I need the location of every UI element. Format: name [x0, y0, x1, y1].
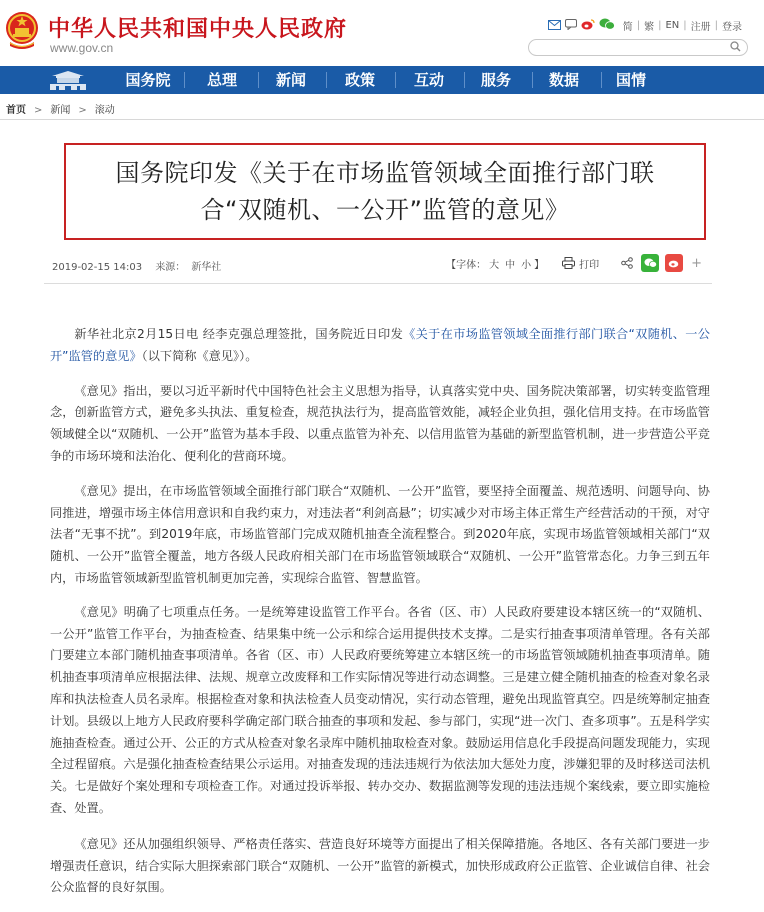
nav-item-policy[interactable]: 政策 [344, 71, 375, 89]
nav-divider [184, 72, 185, 88]
national-emblem-icon[interactable] [4, 10, 40, 52]
article-title [64, 143, 706, 240]
search-input[interactable] [537, 46, 727, 59]
header-tools [548, 18, 746, 33]
paragraph: 《意见》指出，要以习近平新时代中国特色社会主义思想为指导，认真落实党中央、国务院决策部署，切实转变监管理念，创新监管方式，避免多头执法、重复检查，规范执法行为，提高监管效能，减轻企业负担，强化信用支持。在市场监管领域健全以“双随机、一公开”监管为基本手段、以重点监管为补充、以信用监管为基础的新型监管机制，进一步营造公平竞争的市场环境和法治化、便利化的营商环境。 [50, 383, 710, 463]
lang-english-link[interactable]: EN [665, 20, 680, 31]
separator: | [683, 20, 687, 31]
breadcrumb-news[interactable]: 新闻 [50, 105, 71, 116]
divider [0, 119, 764, 120]
share-icon[interactable] [621, 257, 633, 269]
document-link[interactable]: 《关于在市场监管领域全面推行部门联合“双随机、一公开”监管的意见》 [50, 327, 710, 363]
paragraph: 《意见》提出，在市场监管领域全面推行部门联合“双随机、一公开”监管，要坚持全面覆盖、规范透明、问题导向、协同推进，增强市场主体信用意识和自我约束力，对违法者“利剑高悬”；切实减少对市场主体正常生产经营活动的干预，对守法者“无事不扰”。到2019年底，市场监管部门完成双随机抽查全流程整合。到2020年底，实现市场监管领域相关部门“双随机、一公开”监管全覆盖，地方各级人民政府相关部门在市场监管领域联合“双随机、一公开”监管常态化。力争三到五年内，市场监管领域新型监管机制更加完善，实现综合监管、智慧监管。 [50, 483, 710, 585]
print-button[interactable] [562, 256, 599, 271]
lang-simplified-link[interactable]: 简 [622, 22, 633, 33]
publish-date: 2019-02-15 14:03 [52, 262, 143, 273]
chevron-right-icon: > [34, 105, 43, 116]
paragraph: 《意见》明确了七项重点任务。一是统筹建设监管工作平台。各省（区、市）人民政府要建设本辖区统一的“双随机、一公开”监管工作平台，为抽查检查、结果集中统一公示和综合运用提供技术支撑。二是实行抽查事项清单管理。各有关部门要建立本部门随机抽查事项清单。各省（区、市）人民政府要统筹建立本辖区统一的市场监管领域随机抽查事项清单。随机抽查事项清单应根据法律、法规、规章立改废释和工作实际情况等进行动态调整。三是建立健全随机抽查的检查对象名录库和执法检查人员名录库。根据检查对象和执法检查人员变动情况，实行动态管理，避免出现监管真空。四是统筹制定抽查计划。县级以上地方人民政府要科学确定部门联合抽查的事项和发起、参与部门，实现“进一次门、查多项事”。五是科学实施抽查检查。通过公开、公正的方式从检查对象名录库中随机抽取检查对象。鼓励运用信息化手段提高问题发现能力，实现全过程留痕。六是强化抽查检查结果公示运用。对抽查发现的违法违规行为依法加大惩处力度，涉嫌犯罪的及时移送司法机关。七是做好个案处理和专项检查工作。对通过投诉举报、转办交办、数据监测等发现的违法违规个案线索，要立即实施检查、处置。 [50, 604, 710, 815]
mail-icon[interactable] [548, 19, 561, 33]
breadcrumb-home[interactable]: 首页 [6, 105, 26, 116]
share-bar [621, 254, 702, 272]
message-icon[interactable] [565, 19, 577, 33]
paragraph-tail: （以下简称《意见》）。 [141, 348, 258, 363]
nav-item-interaction[interactable]: 互动 [413, 71, 444, 89]
weibo-icon[interactable] [581, 19, 595, 33]
nav-divider [258, 72, 259, 88]
article-body [50, 324, 710, 912]
article-title-line-1: 国务院印发《关于在市场监管领域全面推行部门联 [115, 159, 655, 187]
weibo-share-icon[interactable] [665, 254, 683, 272]
separator: | [636, 20, 641, 31]
wechat-share-icon[interactable] [641, 254, 659, 272]
nav-item-data[interactable]: 数据 [548, 71, 579, 89]
register-link[interactable]: 注册 [690, 22, 711, 33]
separator: | [658, 20, 662, 31]
nav-divider [326, 72, 327, 88]
font-size-label: 【字体： [446, 259, 487, 271]
font-size-small[interactable]: 小 [521, 259, 532, 271]
font-size-close: 】 [534, 259, 545, 271]
breadcrumb [6, 101, 115, 116]
more-share-icon[interactable]: + [691, 255, 702, 271]
nav-item-national-info[interactable]: 国情 [615, 71, 646, 89]
font-size-medium[interactable]: 中 [505, 259, 516, 271]
nav-divider [395, 72, 396, 88]
login-link[interactable]: 登录 [722, 22, 742, 33]
lang-traditional-link[interactable]: 繁 [644, 22, 655, 33]
article-tools [446, 254, 702, 272]
printer-icon [562, 257, 575, 269]
wechat-icon[interactable] [599, 18, 615, 33]
source-name: 新华社 [191, 262, 222, 273]
main-nav [0, 66, 764, 94]
source-label: 来源： [155, 262, 186, 273]
search-icon[interactable] [730, 41, 741, 52]
separator: | [714, 20, 718, 31]
tiananmen-icon[interactable] [48, 69, 88, 91]
nav-item-news[interactable]: 新闻 [275, 71, 306, 89]
paragraph [50, 324, 710, 368]
divider [44, 283, 712, 284]
nav-item-premier[interactable]: 总理 [206, 71, 237, 89]
paragraph: 《意见》还从加强组织领导、严格责任落实、营造良好环境等方面提出了相关保障措施。各地区、各有关部门要进一步增强责任意识，结合实际大胆探索部门联合“双随机、一公开”监管的新模式，加快形成政府公正监管、企业诚信自律、社会公众监督的良好氛围。 [50, 836, 710, 895]
site-url: www.gov.cn [50, 41, 114, 55]
article-title-line-2: 合“双随机、一公开”监管的意见》 [200, 196, 570, 224]
print-label: 打印 [579, 259, 600, 271]
nav-item-service[interactable]: 服务 [480, 71, 511, 89]
nav-item-state-council[interactable]: 国务院 [125, 71, 171, 89]
search-box [528, 39, 748, 56]
article-meta [52, 258, 221, 273]
paragraph-lead: 新华社北京2月15日电 经李克强总理签批，国务院近日印发 [74, 327, 404, 341]
breadcrumb-scroll[interactable]: 滚动 [94, 105, 115, 116]
font-size-large[interactable]: 大 [489, 259, 500, 271]
site-title[interactable]: 中华人民共和国中央人民政府 [48, 17, 348, 42]
chevron-right-icon: > [78, 105, 87, 116]
site-header [0, 0, 764, 66]
